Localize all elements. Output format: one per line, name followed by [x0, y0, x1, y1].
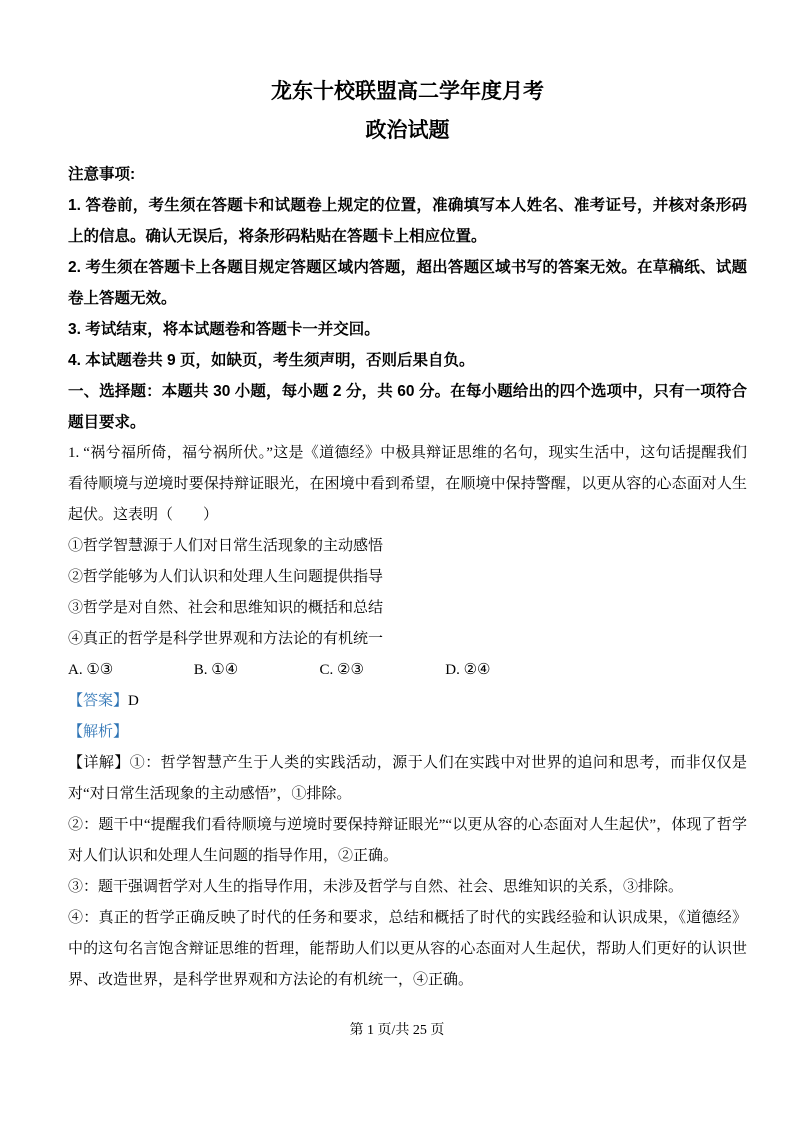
- question-1: [68, 438, 747, 996]
- option-a: A. ①③: [68, 662, 114, 678]
- detail-paragraph-3: ③：题干强调哲学对人生的指导作用，未涉及哲学与自然、社会、思维知识的关系，③排除。: [68, 879, 684, 895]
- question-1-statement-1: ①哲学智慧源于人们对日常生活现象的主动感悟: [68, 538, 384, 554]
- option-d: D. ②④: [445, 662, 491, 678]
- notice-item-3: 3. 考试结束，将本试题卷和答题卡一并交回。: [68, 321, 380, 338]
- exam-title: 龙东十校联盟高二学年度月考: [271, 80, 544, 103]
- notice-item-4: 4. 本试题卷共 9 页，如缺页，考生须声明，否则后果自负。: [68, 352, 475, 369]
- answer-label: 【答案】: [68, 693, 129, 709]
- notice-heading: 注意事项:: [68, 166, 136, 183]
- page-footer: [0, 1020, 794, 1042]
- detail-label: 【详解】: [68, 755, 130, 771]
- answer-value: D: [128, 693, 139, 709]
- option-b: B. ①④: [193, 662, 239, 678]
- exam-subtitle: 政治试题: [365, 119, 450, 142]
- notice-item-1: 1. 答卷前，考生须在答题卡和试题卷上规定的位置，准确填写本人姓名、准考证号，并核对条形码上的信息。确认无误后，将条形码粘贴在答题卡上相应位置。: [68, 197, 747, 245]
- question-1-stem: 1. “祸兮福所倚，福兮祸所伏。”这是《道德经》中极具辩证思维的名句，现实生活中，这句话提醒我们看待顺境与逆境时要保持辩证眼光，在困境中看到希望，在顺境中保持警醒，以更从容的心态面对人生起伏。这表明（ ）: [68, 445, 747, 523]
- detail-paragraph-1-text: ①：哲学智慧产生于人类的实践活动，源于人们在实践中对世界的追问和思考，而非仅仅是对“对日常生活现象的主动感悟”，①排除。: [68, 755, 747, 802]
- answer-line: [68, 686, 747, 717]
- analysis-line: [68, 717, 747, 748]
- question-1-statement-4: ④真正的哲学是科学世界观和方法论的有机统一: [68, 631, 384, 647]
- notice-section: [68, 159, 747, 376]
- option-c: C. ②③: [319, 662, 364, 678]
- analysis-label: 【解析】: [68, 724, 129, 740]
- question-1-statement-2: ②哲学能够为人们认识和处理人生问题提供指导: [68, 569, 384, 585]
- detail-paragraph-1: [68, 748, 747, 810]
- notice-item-2: 2. 考生须在答题卡上各题目规定答题区域内答题，超出答题区域书写的答案无效。在草稿纸、试题卷上答题无效。: [68, 259, 747, 307]
- question-1-options: [68, 655, 747, 686]
- question-1-statement-3: ③哲学是对自然、社会和思维知识的概括和总结: [68, 600, 384, 616]
- section-1-heading: 一、选择题：本题共 30 小题，每小题 2 分，共 60 分。在每小题给出的四个选项中，只有一项符合题目要求。: [68, 383, 747, 431]
- detail-paragraph-4: ④：真正的哲学正确反映了时代的任务和要求，总结和概括了时代的实践经验和认识成果，《道德经》中的这句名言饱含辩证思维的哲理，能帮助人们以更从容的心态面对人生起伏，帮助人们更好的认识世界、改造世界，是科学世界观和方法论的有机统一，④正确。: [68, 910, 747, 988]
- page-number: 第 1 页/共 25 页: [349, 1023, 445, 1038]
- detail-paragraph-2: ②：题干中“提醒我们看待顺境与逆境时要保持辩证眼光”“以更从容的心态面对人生起伏”，体现了哲学对人们认识和处理人生问题的指导作用，②正确。: [68, 817, 747, 864]
